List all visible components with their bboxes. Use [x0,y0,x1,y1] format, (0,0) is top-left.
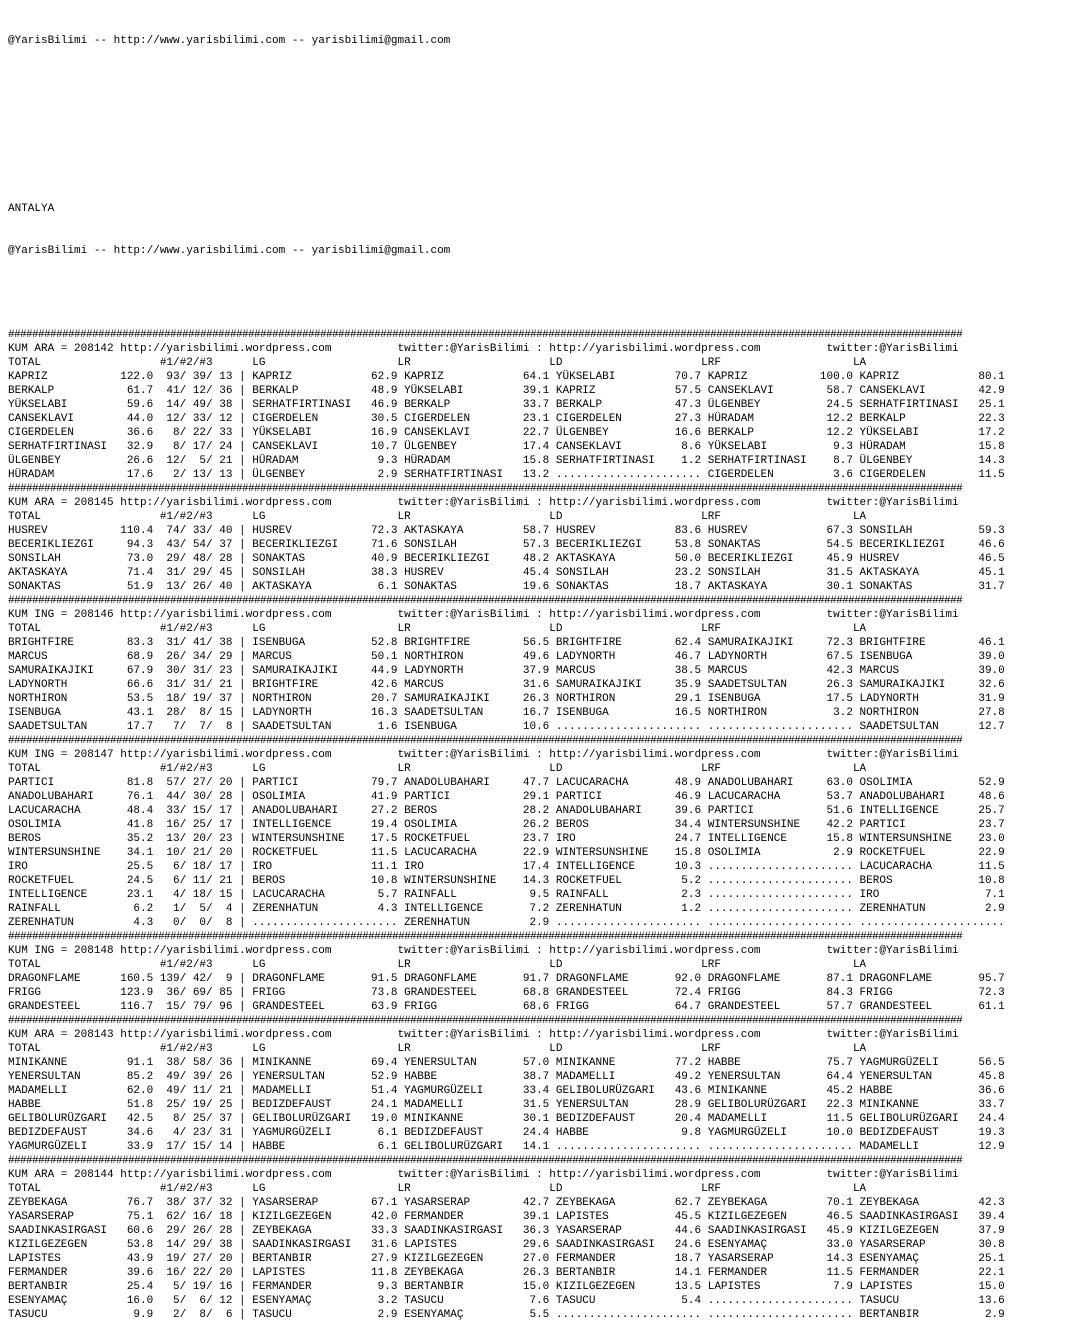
column-headers: TOTAL #1/#2/#3 LG LR LD LRF LA [8,511,867,523]
result-row: WINTERSUNSHINE 34.1 10/ 21/ 20 | ROCKETFUEL 11.5 LACUCARACHA 22.9 WINTERSUNSHINE 15.8 OSOLIMIA 2.9 ROCKETFUEL 22.9 [8,847,1005,859]
result-row: ANADOLUBAHARI 76.1 44/ 30/ 28 | OSOLIMIA 41.9 PARTICI 29.1 PARTICI 46.9 LACUCARACHA 53.7 ANADOLUBAHARI 48.6 [8,791,1005,803]
result-row: ESENYAMAÇ 16.0 5/ 6/ 12 | ESENYAMAÇ 3.2 TASUCU 7.6 TASUCU 5.4 ...................... TASUCU 13.6 [8,1295,1005,1307]
blank-line [8,286,1073,300]
result-row: CANSEKLAVI 44.0 12/ 33/ 12 | CIGERDELEN 30.5 CIGERDELEN 23.1 CIGERDELEN 27.3 HÜRADAM 12.2 BERKALP 22.3 [8,413,1005,425]
result-row: FERMANDER 39.6 16/ 22/ 20 | LAPISTES 11.8 ZEYBEKAGA 26.3 BERTANBIR 14.1 FERMANDER 11.5 FERMANDER 22.1 [8,1267,1005,1279]
result-row: BEDIZDEFAUST 34.6 4/ 23/ 31 | YAGMURGÜZELI 6.1 BEDIZDEFAUST 24.4 HABBE 9.8 YAGMURGÜZELI 10.0 BEDIZDEFAUST 19.3 [8,1127,1005,1139]
result-row: YAGMURGÜZELI 33.9 17/ 15/ 14 | HABBE 6.1 GELIBOLURÜZGARI 14.1 ...................... ...................... MADAMELLI 12.9 [8,1141,1005,1153]
result-row: HUSREV 110.4 74/ 33/ 40 | HUSREV 72.3 AKTASKAYA 58.7 HUSREV 83.6 HUSREV 67.3 SONSILAH 59.3 [8,525,1005,537]
result-row: BERTANBIR 25.4 5/ 19/ 16 | FERMANDER 9.3 BERTANBIR 15.0 KIZILGEZEGEN 13.5 LAPISTES 7.9 LAPISTES 15.0 [8,1281,1005,1293]
race-header: KUM ARA = 208142 http://yarisbilimi.wordpress.com twitter:@YarisBilimi : http://yarisbilimi.wordpress.com twitter:@YarisBilimi [8,343,959,355]
result-row: BERKALP 61.7 41/ 12/ 36 | BERKALP 48.9 YÜKSELABI 39.1 KAPRIZ 57.5 CANSEKLAVI 58.7 CANSEKLAVI 42.9 [8,385,1005,397]
result-row: TASUCU 9.9 2/ 8/ 6 | TASUCU 2.9 ESENYAMAÇ 5.5 ...................... ...................... BERTANBIR 2.9 [8,1309,1005,1321]
result-row: BRIGHTFIRE 83.3 31/ 41/ 38 | ISENBUGA 52.8 BRIGHTFIRE 56.5 BRIGHTFIRE 62.4 SAMURAIKAJIKI 72.3 BRIGHTFIRE 46.1 [8,637,1005,649]
result-row: SAADETSULTAN 17.7 7/ 7/ 8 | SAADETSULTAN 1.6 ISENBUGA 10.6 ...................... ...................... SAADETSULTAN 12.7 [8,721,1005,733]
race-header: KUM ING = 208147 http://yarisbilimi.wordpress.com twitter:@YarisBilimi : http://yarisbilimi.wordpress.com twitter:@YarisBilimi [8,749,959,761]
separator-line: ############################################################################################################################################################### [8,329,963,341]
result-row: YENERSULTAN 85.2 49/ 39/ 26 | YENERSULTAN 52.9 HABBE 38.7 MADAMELLI 49.2 YENERSULTAN 64.4 YENERSULTAN 45.8 [8,1071,1005,1083]
result-row: BECERIKLIEZGI 94.3 43/ 54/ 37 | BECERIKLIEZGI 71.6 SONSILAH 57.3 BECERIKLIEZGI 53.8 SONAKTAS 54.5 BECERIKLIEZGI 46.6 [8,539,1005,551]
result-row: KAPRIZ 122.0 93/ 39/ 13 | KAPRIZ 62.9 KAPRIZ 64.1 YÜKSELABI 70.7 KAPRIZ 100.0 KAPRIZ 80.1 [8,371,1005,383]
result-row: HÜRADAM 17.6 2/ 13/ 13 | ÜLGENBEY 2.9 SERHATFIRTINASI 13.2 ...................... CIGERDELEN 3.6 CIGERDELEN 11.5 [8,469,1005,481]
race-header: KUM ARA = 208145 http://yarisbilimi.wordpress.com twitter:@YarisBilimi : http://yarisbilimi.wordpress.com twitter:@YarisBilimi [8,497,959,509]
result-row: PARTICI 81.8 57/ 27/ 20 | PARTICI 79.7 ANADOLUBAHARI 47.7 LACUCARACHA 48.9 ANADOLUBAHARI 63.0 OSOLIMIA 52.9 [8,777,1005,789]
column-headers: TOTAL #1/#2/#3 LG LR LD LRF LA [8,959,867,971]
result-row: FRIGG 123.9 36/ 69/ 85 | FRIGG 73.8 GRANDESTEEL 68.8 GRANDESTEEL 72.4 FRIGG 84.3 FRIGG 72.3 [8,987,1005,999]
result-row: NORTHIRON 53.5 18/ 19/ 37 | NORTHIRON 20.7 SAMURAIKAJIKI 26.3 NORTHIRON 29.1 ISENBUGA 17.5 LADYNORTH 31.9 [8,693,1005,705]
blank-line [8,76,1073,90]
result-row: LAPISTES 43.9 19/ 27/ 20 | BERTANBIR 27.9 KIZILGEZEGEN 27.0 FERMANDER 18.7 YASARSERAP 14.3 ESENYAMAÇ 25.1 [8,1253,1005,1265]
site-credit-top: @YarisBilimi -- http://www.yarisbilimi.com -- yarisbilimi@gmail.com [8,35,451,47]
result-row: OSOLIMIA 41.8 16/ 25/ 17 | INTELLIGENCE 19.4 OSOLIMIA 26.2 BEROS 34.4 WINTERSUNSHINE 42.2 PARTICI 23.7 [8,819,1005,831]
separator-line: ############################################################################################################################################################### [8,483,963,495]
result-row: SONAKTAS 51.9 13/ 26/ 40 | AKTASKAYA 6.1 SONAKTAS 19.6 SONAKTAS 18.7 AKTASKAYA 30.1 SONAKTAS 31.7 [8,581,1005,593]
result-row: LACUCARACHA 48.4 33/ 15/ 17 | ANADOLUBAHARI 27.2 BEROS 28.2 ANADOLUBAHARI 39.6 PARTICI 51.6 INTELLIGENCE 25.7 [8,805,1005,817]
result-row: MINIKANNE 91.1 38/ 58/ 36 | MINIKANNE 69.4 YENERSULTAN 57.0 MINIKANNE 77.2 HABBE 75.7 YAGMURGÜZELI 56.5 [8,1057,1005,1069]
result-row: SERHATFIRTINASI 32.9 8/ 17/ 24 | CANSEKLAVI 10.7 ÜLGENBEY 17.4 CANSEKLAVI 8.6 YÜKSELABI 9.3 HÜRADAM 15.8 [8,441,1005,453]
race-header: KUM ARA = 208143 http://yarisbilimi.wordpress.com twitter:@YarisBilimi : http://yarisbilimi.wordpress.com twitter:@YarisBilimi [8,1029,959,1041]
result-row: YÜKSELABI 59.6 14/ 49/ 38 | SERHATFIRTINASI 46.9 BERKALP 33.7 BERKALP 47.3 ÜLGENBEY 24.5 SERHATFIRTINASI 25.1 [8,399,1005,411]
result-row: LADYNORTH 66.6 31/ 31/ 21 | BRIGHTFIRE 42.6 MARCUS 31.6 SAMURAIKAJIKI 35.9 SAADETSULTAN 26.3 SAMURAIKAJIKI 32.6 [8,679,1005,691]
result-row: ISENBUGA 43.1 28/ 8/ 15 | LADYNORTH 16.3 SAADETSULTAN 16.7 ISENBUGA 16.5 NORTHIRON 3.2 NORTHIRON 27.8 [8,707,1005,719]
separator-line: ############################################################################################################################################################### [8,595,963,607]
result-row: ZEYBEKAGA 76.7 38/ 37/ 32 | YASARSERAP 67.1 YASARSERAP 42.7 ZEYBEKAGA 62.7 ZEYBEKAGA 70.1 ZEYBEKAGA 42.3 [8,1197,1005,1209]
blank-line [8,118,1073,132]
result-row: YASARSERAP 75.1 62/ 16/ 18 | KIZILGEZEGEN 42.0 FERMANDER 39.1 LAPISTES 45.5 KIZILGEZEGEN 46.5 SAADINKASIRGASI 39.4 [8,1211,1005,1223]
column-headers: TOTAL #1/#2/#3 LG LR LD LRF LA [8,623,867,635]
result-row: GRANDESTEEL 116.7 15/ 79/ 96 | GRANDESTEEL 63.9 FRIGG 68.6 FRIGG 64.7 GRANDESTEEL 57.7 GRANDESTEEL 61.1 [8,1001,1005,1013]
race-header: KUM ING = 208146 http://yarisbilimi.wordpress.com twitter:@YarisBilimi : http://yarisbilimi.wordpress.com twitter:@YarisBilimi [8,609,959,621]
result-row: INTELLIGENCE 23.1 4/ 18/ 15 | LACUCARACHA 5.7 RAINFALL 9.5 RAINFALL 2.3 ...................... IRO 7.1 [8,889,1005,901]
column-headers: TOTAL #1/#2/#3 LG LR LD LRF LA [8,1043,867,1055]
result-row: RAINFALL 6.2 1/ 5/ 4 | ZERENHATUN 4.3 INTELLIGENCE 7.2 ZERENHATUN 1.2 ...................... ZERENHATUN 2.9 [8,903,1005,915]
result-row: MADAMELLI 62.0 49/ 11/ 21 | MADAMELLI 51.4 YAGMURGÜZELI 33.4 GELIBOLURÜZGARI 43.6 MINIKANNE 45.2 HABBE 36.6 [8,1085,1005,1097]
race-tables [8,328,1073,1322]
result-row: DRAGONFLAME 160.5 139/ 42/ 9 | DRAGONFLAME 91.5 DRAGONFLAME 91.7 DRAGONFLAME 92.0 DRAGONFLAME 87.1 DRAGONFLAME 95.7 [8,973,1005,985]
result-row: ZERENHATUN 4.3 0/ 0/ 8 | ...................... ZERENHATUN 2.9 ...................... ...................... ...................... [8,917,1005,929]
column-headers: TOTAL #1/#2/#3 LG LR LD LRF LA [8,1183,867,1195]
city-title: ANTALYA [8,203,55,215]
race-header: KUM ARA = 208144 http://yarisbilimi.wordpress.com twitter:@YarisBilimi : http://yarisbilimi.wordpress.com twitter:@YarisBilimi [8,1169,959,1181]
result-row: BEROS 35.2 13/ 20/ 23 | WINTERSUNSHINE 17.5 ROCKETFUEL 23.7 IRO 24.7 INTELLIGENCE 15.8 WINTERSUNSHINE 23.0 [8,833,1005,845]
result-row: MARCUS 68.9 26/ 34/ 29 | MARCUS 50.1 NORTHIRON 49.6 LADYNORTH 46.7 LADYNORTH 67.5 ISENBUGA 39.0 [8,651,1005,663]
result-row: SONSILAH 73.0 29/ 48/ 28 | SONAKTAS 40.9 BECERIKLIEZGI 48.2 AKTASKAYA 50.0 BECERIKLIEZGI 45.9 HUSREV 46.5 [8,553,1005,565]
blank-line [8,160,1073,174]
separator-line: ############################################################################################################################################################### [8,1155,963,1167]
site-credit: @YarisBilimi -- http://www.yarisbilimi.com -- yarisbilimi@gmail.com [8,245,451,257]
result-row: KIZILGEZEGEN 53.8 14/ 29/ 38 | SAADINKASIRGASI 31.6 LAPISTES 29.6 SAADINKASIRGASI 24.6 ESENYAMAÇ 33.0 YASARSERAP 30.8 [8,1239,1005,1251]
separator-line: ############################################################################################################################################################### [8,1015,963,1027]
result-row: HABBE 51.8 25/ 19/ 25 | BEDIZDEFAUST 24.1 MADAMELLI 31.5 YENERSULTAN 28.9 GELIBOLURÜZGARI 22.3 MINIKANNE 33.7 [8,1099,1005,1111]
separator-line: ############################################################################################################################################################### [8,931,963,943]
result-row: AKTASKAYA 71.4 31/ 29/ 45 | SONSILAH 38.3 HUSREV 45.4 SONSILAH 23.2 SONSILAH 31.5 AKTASKAYA 45.1 [8,567,1005,579]
column-headers: TOTAL #1/#2/#3 LG LR LD LRF LA [8,357,867,369]
result-row: ÜLGENBEY 26.6 12/ 5/ 21 | HÜRADAM 9.3 HÜRADAM 15.8 SERHATFIRTINASI 1.2 SERHATFIRTINASI 8.7 ÜLGENBEY 14.3 [8,455,1005,467]
result-row: ROCKETFUEL 24.5 6/ 11/ 21 | BEROS 10.8 WINTERSUNSHINE 14.3 ROCKETFUEL 5.2 ...................... BEROS 10.8 [8,875,1005,887]
separator-line: ############################################################################################################################################################### [8,735,963,747]
column-headers: TOTAL #1/#2/#3 LG LR LD LRF LA [8,763,867,775]
result-row: SAADINKASIRGASI 60.6 29/ 26/ 28 | ZEYBEKAGA 33.3 SAADINKASIRGASI 36.3 YASARSERAP 44.6 SAADINKASIRGASI 45.9 KIZILGEZEGEN 37.9 [8,1225,1005,1237]
result-row: SAMURAIKAJIKI 67.9 30/ 31/ 23 | SAMURAIKAJIKI 44.9 LADYNORTH 37.9 MARCUS 38.5 MARCUS 42.3 MARCUS 39.0 [8,665,1005,677]
result-row: IRO 25.5 6/ 18/ 17 | IRO 11.1 IRO 17.4 INTELLIGENCE 10.3 ...................... LACUCARACHA 11.5 [8,861,1005,873]
result-row: CIGERDELEN 36.6 8/ 22/ 33 | YÜKSELABI 16.9 CANSEKLAVI 22.7 ÜLGENBEY 16.6 BERKALP 12.2 YÜKSELABI 17.2 [8,427,1005,439]
race-header: KUM ING = 208148 http://yarisbilimi.wordpress.com twitter:@YarisBilimi : http://yarisbilimi.wordpress.com twitter:@YarisBilimi [8,945,959,957]
result-row: GELIBOLURÜZGARI 42.5 8/ 25/ 37 | GELIBOLURÜZGARI 19.0 MINIKANNE 30.1 BEDIZDEFAUST 20.4 MADAMELLI 11.5 GELIBOLURÜZGARI 24.4 [8,1113,1005,1125]
